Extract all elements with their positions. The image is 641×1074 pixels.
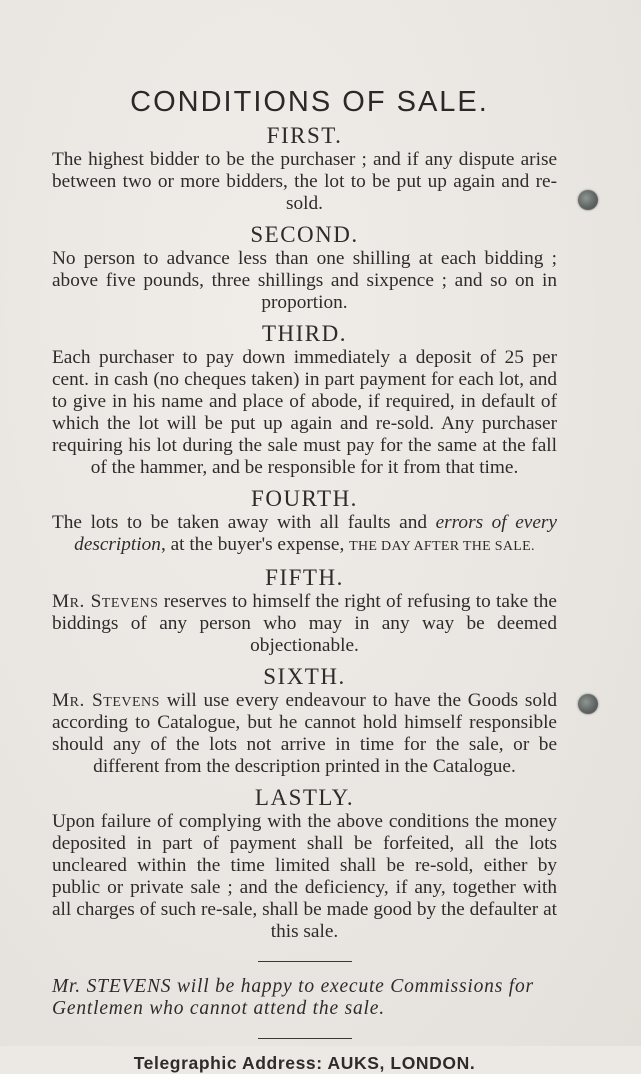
- section-heading: SECOND.: [250, 222, 359, 247]
- wax-seal-top: [578, 190, 598, 210]
- section-heading: FOURTH.: [251, 486, 358, 511]
- section-text: Upon failure of complying with the above conditions the money deposited in part of payment shall be forfeited, all the lots uncleared within the time limited shall be re-sold, either by public or private sale ; and the deficiency, if any, together with all charges of such re-sale, shall be made good by the defaulter at this sale.: [52, 811, 557, 942]
- divider: [258, 1038, 352, 1039]
- section-heading: LASTLY.: [254, 785, 355, 810]
- section-heading: FIFTH.: [265, 565, 344, 590]
- divider: [258, 961, 352, 962]
- section-heading: SIXTH.: [263, 664, 346, 689]
- conditions-content: [52, 86, 557, 1074]
- section-heading: THIRD.: [261, 321, 348, 346]
- section-text: No person to advance less than one shilling at each bidding ; above five pounds, three shillings and sixpence ; and so on in proportion.: [52, 248, 557, 313]
- page-title: CONDITIONS OF SALE.: [130, 86, 489, 118]
- section-sixth: [52, 664, 557, 778]
- section-heading: FIRST.: [266, 123, 343, 148]
- italic-phrase: errors of every description: [74, 512, 557, 555]
- section-text: Each purchaser to pay down immediately a deposit of 25 per cent. in cash (no cheques taken) in part payment for each lot, and to give in his name and place of abode, if required, in default of which the lot will be put up again and re-sold. Any purchaser requiring his lot during the sale must pay for the same at the fall of the hammer, and be responsible for it from that time.: [52, 347, 557, 478]
- section-text: [52, 690, 557, 778]
- section-text: [52, 591, 557, 657]
- caps-phrase: THE DAY AFTER THE SALE.: [349, 539, 535, 554]
- text-part: , at the buyer's expense,: [160, 534, 350, 555]
- auctioneer-name: Mr. Stevens: [52, 690, 160, 711]
- section-fourth: [52, 486, 557, 558]
- commissions-note: Mr. STEVENS will be happy to execute Commissions for Gentlemen who cannot attend the sale.: [52, 976, 534, 1019]
- telegraphic-address: Telegraphic Address: AUKS, LONDON.: [133, 1053, 476, 1073]
- section-fifth: [52, 565, 557, 657]
- auctioneer-name: Mr. Stevens: [52, 591, 159, 612]
- section-third: [52, 321, 557, 479]
- text-part: will use every endeavour to have the Goods sold according to Catalogue, but he cannot hold himself responsible should any of the lots not arrive in time for the sale, or be different from the description printed in the Catalogue.: [52, 690, 557, 777]
- section-second: [52, 222, 557, 314]
- wax-seal-bottom: [578, 694, 598, 714]
- section-first: [52, 123, 557, 215]
- text-part: The lots to be taken away with all faults and: [52, 512, 436, 533]
- section-lastly: [52, 785, 557, 943]
- section-text: The highest bidder to be the purchaser ; and if any dispute arise between two or more bidders, the lot to be put up again and re-sold.: [52, 149, 557, 214]
- section-text: [52, 512, 557, 558]
- text-part: reserves to himself the right of refusing to take the biddings of any person who may in any way be deemed objectionable.: [52, 591, 557, 656]
